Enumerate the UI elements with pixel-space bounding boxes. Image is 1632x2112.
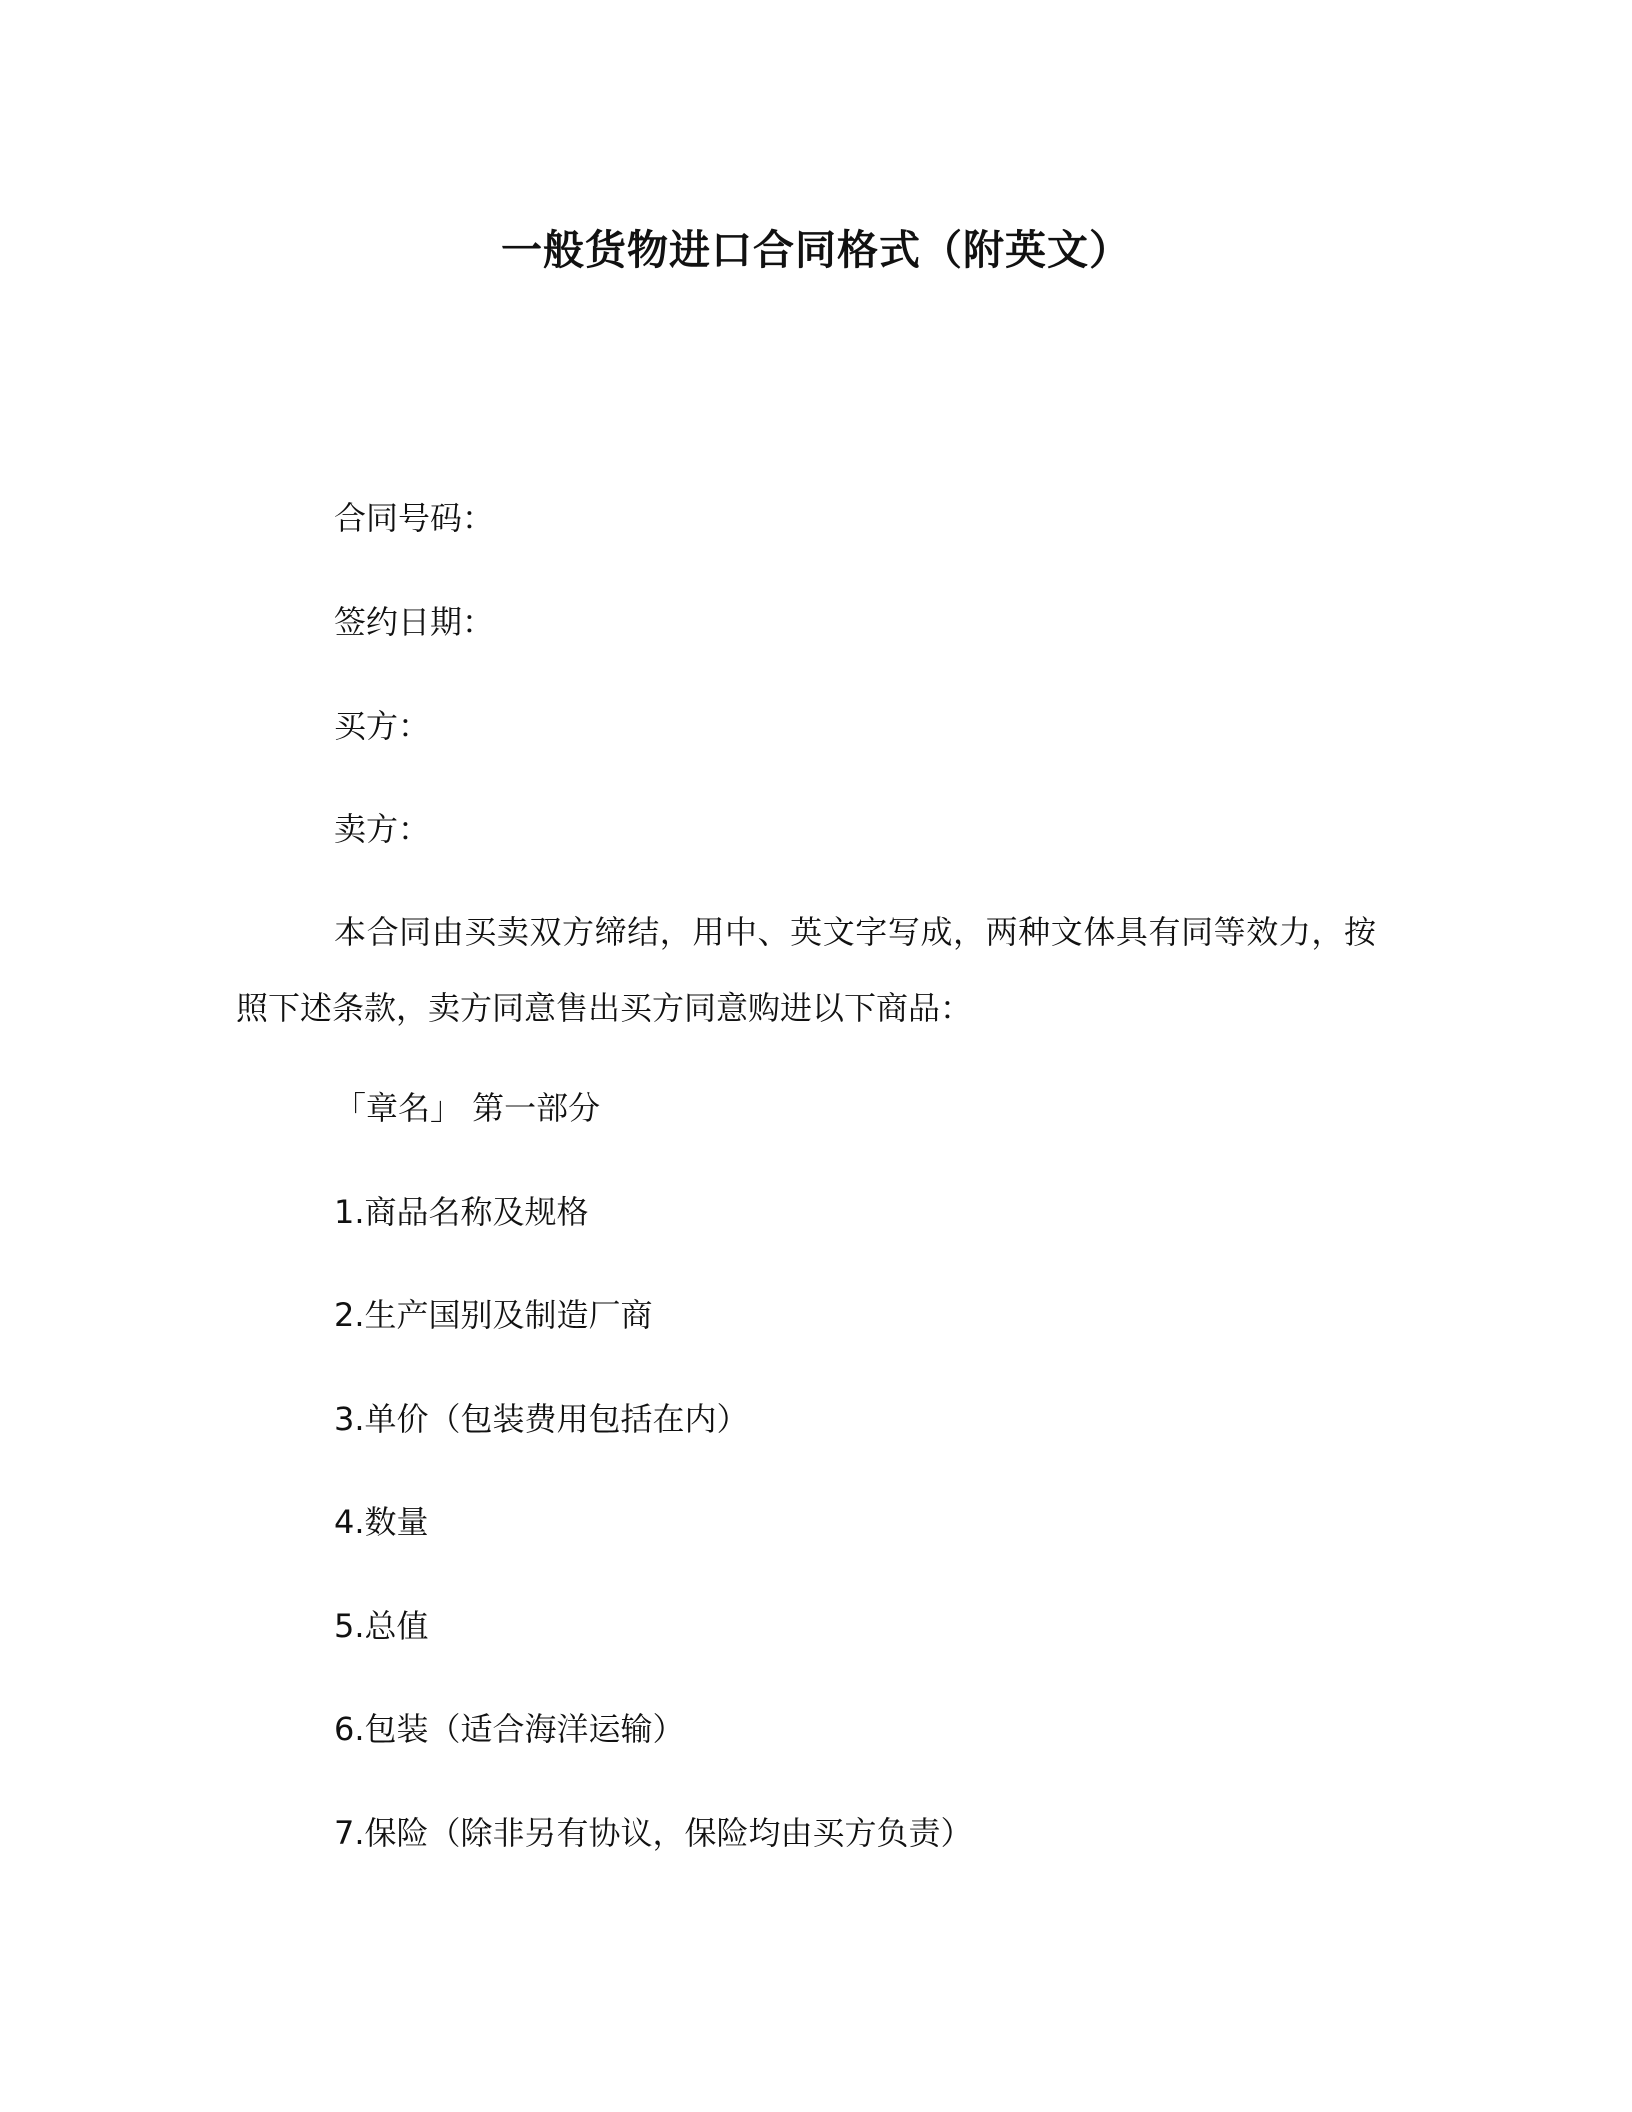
clause-item: 5.总值 xyxy=(334,1607,429,1645)
clause-item: 7.保险（除非另有协议，保险均由买方负责） xyxy=(334,1814,973,1852)
clause-item: 4.数量 xyxy=(334,1503,429,1541)
seller-label: 卖方： xyxy=(334,810,431,848)
intro-paragraph: 本合同由买卖双方缔结，用中、英文字写成，两种文体具有同等效力，按照下述条款，卖方同意售出买方同意购进以下商品： xyxy=(236,913,1376,1027)
chapter-heading: 「章名」 第一部分 xyxy=(334,1089,601,1127)
contract-number-label: 合同号码： xyxy=(334,499,495,537)
clause-item: 2.生产国别及制造厂商 xyxy=(334,1296,653,1334)
sign-date-label: 签约日期： xyxy=(334,603,495,641)
document-title: 一般货物进口合同格式（附英文） xyxy=(501,226,1131,274)
buyer-label: 买方： xyxy=(334,707,431,745)
clause-item: 1.商品名称及规格 xyxy=(334,1193,589,1231)
clause-item: 6.包装（适合海洋运输） xyxy=(334,1710,685,1748)
clause-item: 3.单价（包装费用包括在内） xyxy=(334,1400,749,1438)
